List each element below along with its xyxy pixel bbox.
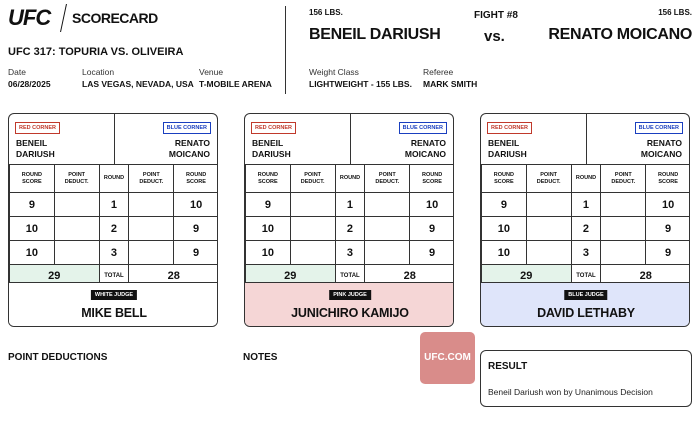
blue-weight: 156 LBS.: [658, 8, 692, 17]
red-point-deduction: [290, 217, 335, 241]
judge-badge: WHITE JUDGE: [91, 290, 137, 300]
blue-first-name: RENATO: [174, 138, 210, 148]
corner-divider: [114, 114, 115, 164]
red-round-score-header: [10, 165, 55, 193]
scorecard-title: SCORECARD: [72, 10, 158, 26]
red-point-deduction: [526, 193, 571, 217]
round-number: 2: [335, 217, 365, 241]
round-row: [482, 217, 691, 241]
round-number: 1: [571, 193, 601, 217]
table-header-row: [482, 165, 691, 193]
blue-round-score: 9: [646, 217, 690, 241]
red-round-score-header: [482, 165, 527, 193]
red-corner-badge: RED CORNER: [251, 122, 296, 134]
header-text: SCORE: [422, 178, 442, 185]
header-text: POINT: [68, 171, 86, 178]
blue-round-score: 10: [410, 193, 454, 217]
red-last-name: DARIUSH: [488, 149, 527, 159]
blue-fighter: [405, 138, 446, 160]
red-point-deduction: [526, 241, 571, 265]
header-text: SCORE: [186, 178, 206, 185]
blue-point-deduction: [365, 241, 410, 265]
header-text: POINT: [540, 171, 558, 178]
result-title: RESULT: [488, 361, 528, 372]
table-header-row: [10, 165, 219, 193]
vs-text: vs.: [484, 28, 505, 45]
round-header: ROUND: [571, 165, 601, 193]
judge-name: JUNICHIRO KAMIJO: [291, 306, 409, 320]
round-number: 1: [335, 193, 365, 217]
blue-round-score: 10: [174, 193, 218, 217]
blue-point-deduction: [129, 193, 174, 217]
weight-class-value: LIGHTWEIGHT - 155 LBS.: [309, 79, 412, 89]
red-round-score: 9: [10, 193, 55, 217]
weight-class-label: Weight Class: [309, 67, 359, 77]
red-round-score-header: [246, 165, 291, 193]
venue-value: T-MOBILE ARENA: [199, 79, 272, 89]
referee-value: MARK SMITH: [423, 79, 478, 89]
judge-scorecard: [8, 113, 218, 327]
blue-round-score: 9: [646, 241, 690, 265]
blue-point-deduction: [601, 217, 646, 241]
total-label: TOTAL: [99, 265, 129, 287]
blue-corner-badge: BLUE CORNER: [399, 122, 447, 134]
round-row: [482, 193, 691, 217]
score-table: [9, 164, 218, 287]
red-last-name: DARIUSH: [252, 149, 291, 159]
round-header: ROUND: [99, 165, 129, 193]
header-text: SCORE: [658, 178, 678, 185]
round-number: 2: [571, 217, 601, 241]
round-number: 3: [335, 241, 365, 265]
round-row: [10, 217, 219, 241]
header-text: ROUND: [21, 171, 42, 178]
blue-first-name: RENATO: [646, 138, 682, 148]
header-text: DEDUCT.: [611, 178, 636, 185]
red-round-score: 10: [482, 241, 527, 265]
blue-round-score: 10: [646, 193, 690, 217]
blue-point-deduction: [365, 217, 410, 241]
judge-name: DAVID LETHABY: [537, 306, 635, 320]
round-row: [246, 193, 455, 217]
venue-label: Venue: [199, 67, 224, 77]
ufc-logo: UFC: [8, 5, 51, 30]
round-number: 1: [99, 193, 129, 217]
header-text: POINT: [378, 171, 396, 178]
blue-round-score: 9: [410, 241, 454, 265]
header-text: SCORE: [22, 178, 42, 185]
header-text: ROUND: [257, 171, 278, 178]
red-fighter: [16, 138, 55, 160]
header-text: POINT: [614, 171, 632, 178]
header-text: SCORE: [258, 178, 278, 185]
header-text: ROUND: [658, 171, 679, 178]
red-last-name: DARIUSH: [16, 149, 55, 159]
blue-round-score: 9: [174, 241, 218, 265]
red-point-deduct-header: [290, 165, 335, 193]
blue-point-deduct-header: [365, 165, 410, 193]
judge-area: [9, 282, 218, 327]
location-value: LAS VEGAS, NEVADA, USA: [82, 79, 194, 89]
point-deductions-title: POINT DEDUCTIONS: [8, 352, 108, 363]
red-round-score: 10: [482, 217, 527, 241]
red-round-score: 10: [10, 241, 55, 265]
judge-area: [245, 282, 454, 327]
total-label: TOTAL: [571, 265, 601, 287]
red-round-score: 9: [482, 193, 527, 217]
judge-name: MIKE BELL: [81, 306, 147, 320]
header-text: DEDUCT.: [139, 178, 164, 185]
round-row: [10, 241, 219, 265]
red-point-deduct-header: [526, 165, 571, 193]
red-corner-badge: RED CORNER: [15, 122, 60, 134]
round-number: 2: [99, 217, 129, 241]
blue-corner-badge: BLUE CORNER: [635, 122, 683, 134]
judge-badge: BLUE JUDGE: [564, 290, 607, 300]
red-total: 29: [10, 265, 100, 287]
red-point-deduction: [54, 241, 99, 265]
round-row: [482, 241, 691, 265]
logo-divider: [60, 4, 67, 32]
red-round-score: 10: [10, 217, 55, 241]
blue-round-score-header: [174, 165, 218, 193]
round-header: ROUND: [335, 165, 365, 193]
blue-total: 28: [365, 265, 454, 287]
blue-round-score: 9: [410, 217, 454, 241]
red-weight: 156 LBS.: [309, 8, 343, 17]
red-point-deduction: [290, 193, 335, 217]
blue-round-score: 9: [174, 217, 218, 241]
result-box: [480, 350, 692, 407]
round-row: [10, 193, 219, 217]
header-text: POINT: [304, 171, 322, 178]
red-total: 29: [246, 265, 336, 287]
round-number: 3: [99, 241, 129, 265]
blue-last-name: MOICANO: [404, 149, 446, 159]
score-table: [245, 164, 454, 287]
header-text: ROUND: [422, 171, 443, 178]
red-point-deduction: [54, 217, 99, 241]
result-text: Beneil Dariush won by Unanimous Decision: [488, 387, 653, 397]
red-point-deduction: [290, 241, 335, 265]
blue-first-name: RENATO: [410, 138, 446, 148]
ufc-com-logo: UFC.COM: [420, 332, 475, 384]
blue-fighter: [641, 138, 682, 160]
header-text: SCORE: [494, 178, 514, 185]
corner-divider: [586, 114, 587, 164]
red-fighter: [488, 138, 527, 160]
header-text: DEDUCT.: [64, 178, 89, 185]
header-text: ROUND: [493, 171, 514, 178]
blue-point-deduct-header: [601, 165, 646, 193]
red-fighter-name: BENEIL DARIUSH: [309, 26, 441, 43]
total-label: TOTAL: [335, 265, 365, 287]
red-first-name: BENEIL: [488, 138, 520, 148]
red-total: 29: [482, 265, 572, 287]
red-point-deduction: [54, 193, 99, 217]
referee-label: Referee: [423, 67, 454, 77]
red-corner-badge: RED CORNER: [487, 122, 532, 134]
judge-area: [481, 282, 690, 327]
blue-point-deduction: [129, 217, 174, 241]
header-text: DEDUCT.: [375, 178, 400, 185]
blue-last-name: MOICANO: [168, 149, 210, 159]
blue-total: 28: [601, 265, 690, 287]
header-divider: [285, 6, 286, 94]
blue-total: 28: [129, 265, 218, 287]
header-text: ROUND: [186, 171, 207, 178]
date-label: Date: [8, 67, 26, 77]
blue-fighter-name: RENATO MOICANO: [548, 26, 692, 43]
header-text: POINT: [142, 171, 160, 178]
red-fighter: [252, 138, 291, 160]
red-round-score: 9: [246, 193, 291, 217]
date-value: 06/28/2025: [8, 79, 51, 89]
blue-last-name: MOICANO: [640, 149, 682, 159]
judge-scorecard: [480, 113, 690, 327]
blue-point-deduction: [129, 241, 174, 265]
blue-round-score-header: [646, 165, 690, 193]
judge-badge: PINK JUDGE: [329, 290, 371, 300]
red-point-deduction: [526, 217, 571, 241]
red-point-deduct-header: [54, 165, 99, 193]
judge-scorecard: [244, 113, 454, 327]
blue-fighter: [169, 138, 210, 160]
fight-number: FIGHT #8: [474, 10, 518, 21]
red-first-name: BENEIL: [16, 138, 48, 148]
red-first-name: BENEIL: [252, 138, 284, 148]
round-number: 3: [571, 241, 601, 265]
score-table: [481, 164, 690, 287]
location-label: Location: [82, 67, 115, 77]
blue-corner-badge: BLUE CORNER: [163, 122, 211, 134]
header-text: DEDUCT.: [536, 178, 561, 185]
round-row: [246, 241, 455, 265]
red-round-score: 10: [246, 241, 291, 265]
round-row: [246, 217, 455, 241]
corner-divider: [350, 114, 351, 164]
blue-round-score-header: [410, 165, 454, 193]
blue-point-deduction: [365, 193, 410, 217]
header-text: DEDUCT.: [300, 178, 325, 185]
table-header-row: [246, 165, 455, 193]
blue-point-deduct-header: [129, 165, 174, 193]
event-name: UFC 317: TOPURIA VS. OLIVEIRA: [8, 46, 184, 58]
blue-point-deduction: [601, 241, 646, 265]
blue-point-deduction: [601, 193, 646, 217]
red-round-score: 10: [246, 217, 291, 241]
notes-title: NOTES: [243, 352, 278, 363]
